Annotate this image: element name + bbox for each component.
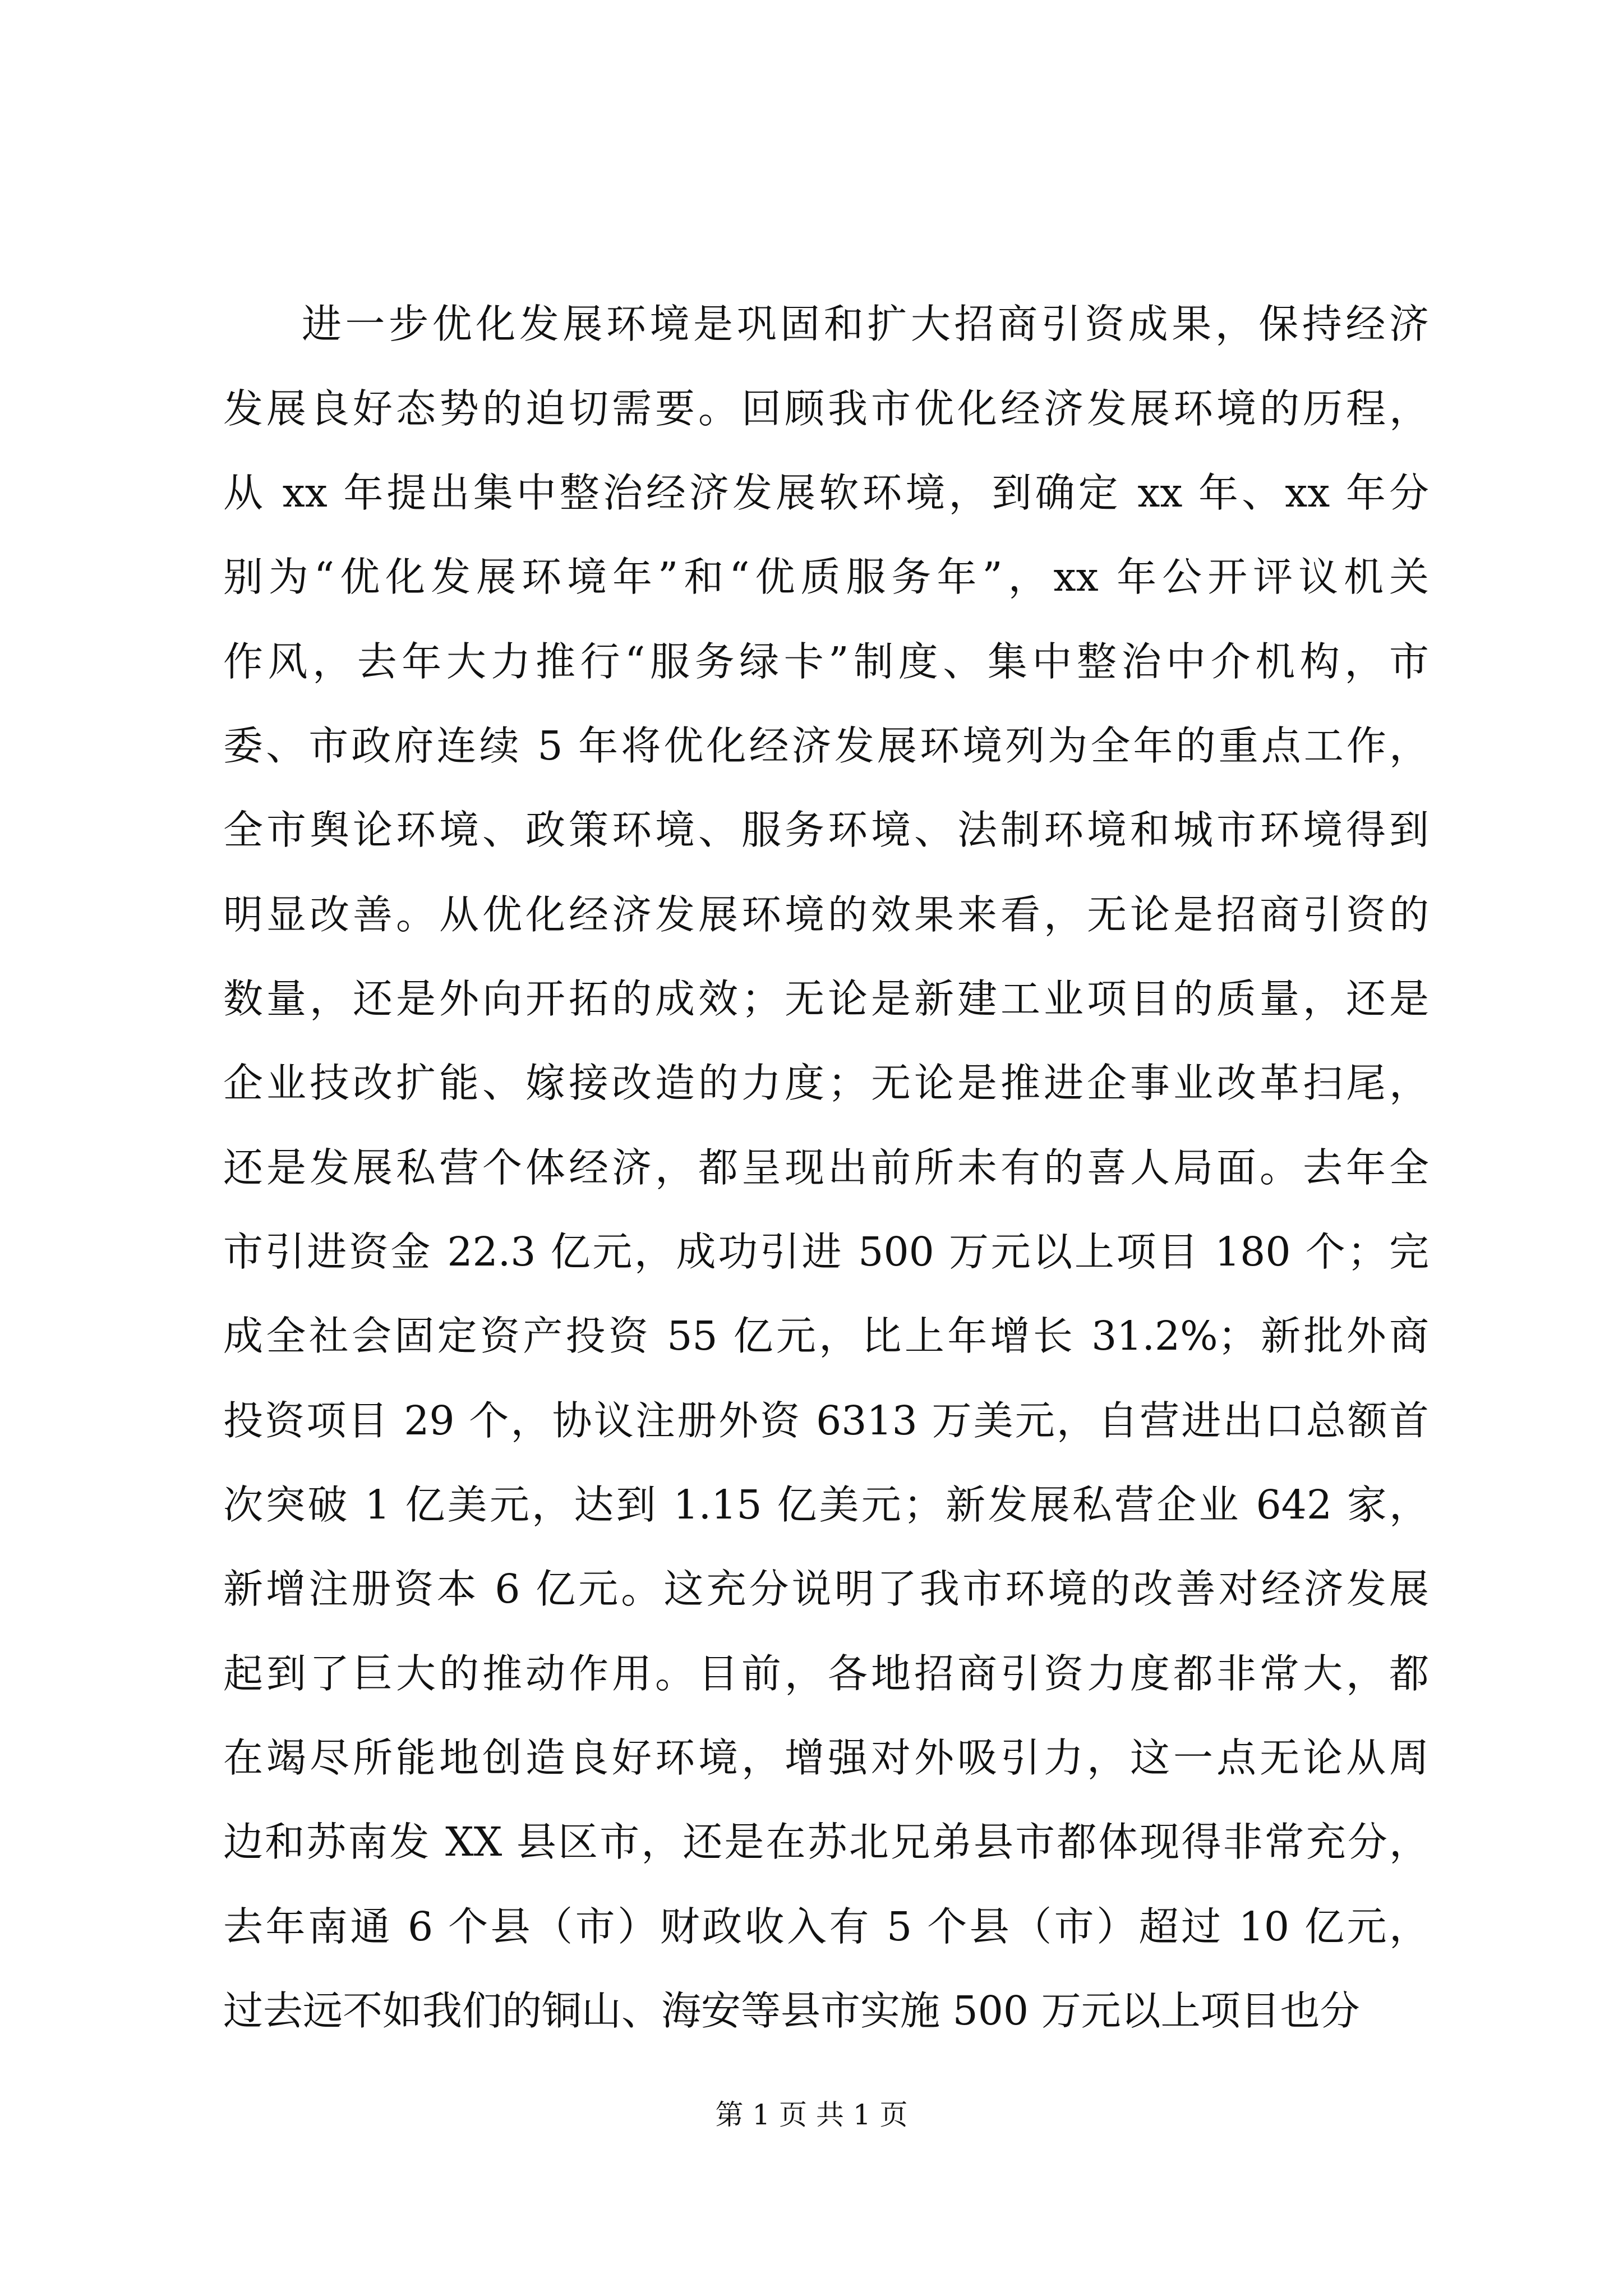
paragraph-line: 市引进资金 22.3 亿元，成功引进 500 万元以上项目 180 个；完	[223, 1228, 1429, 1275]
paragraph-line: 还是发展私营个体经济，都呈现出前所未有的喜人局面。去年全	[223, 1144, 1429, 1191]
paragraph-line: 在竭尽所能地创造良好环境，增强对外吸引力，这一点无论从周	[223, 1734, 1429, 1781]
paragraph-line: 别为“优化发展环境年”和“优质服务年”，xx 年公开评议机关	[223, 554, 1429, 600]
paragraph-line: 边和苏南发 XX 县区市，还是在苏北兄弟县市都体现得非常充分，	[223, 1819, 1429, 1865]
paragraph-line: 作风，去年大力推行“服务绿卡”制度、集中整治中介机构，市	[223, 638, 1429, 685]
page-footer: 第 1 页 共 1 页	[715, 2099, 908, 2131]
paragraph-line: 去年南通 6 个县（市）财政收入有 5 个县（市）超过 10 亿元，	[223, 1903, 1429, 1950]
paragraph-line: 起到了巨大的推动作用。目前，各地招商引资力度都非常大，都	[223, 1650, 1429, 1697]
paragraph-line: 发展良好态势的迫切需要。回顾我市优化经济发展环境的历程，	[223, 385, 1429, 432]
paragraph-line: 委、市政府连续 5 年将优化经济发展环境列为全年的重点工作，	[223, 723, 1429, 769]
paragraph-line: 全市舆论环境、政策环境、服务环境、法制环境和城市环境得到	[223, 807, 1429, 853]
paragraph-line: 次突破 1 亿美元，达到 1.15 亿美元；新发展私营企业 642 家，	[223, 1481, 1429, 1528]
paragraph-line: 新增注册资本 6 亿元。这充分说明了我市环境的改善对经济发展	[223, 1566, 1429, 1612]
paragraph-line: 成全社会固定资产投资 55 亿元，比上年增长 31.2%；新批外商	[223, 1313, 1429, 1359]
paragraph-line: 投资项目 29 个，协议注册外资 6313 万美元，自营进出口总额首	[223, 1397, 1429, 1444]
paragraph-line: 明显改善。从优化经济发展环境的效果来看，无论是招商引资的	[223, 891, 1429, 938]
paragraph-line: 数量，还是外向开拓的成效；无论是新建工业项目的质量，还是	[223, 976, 1429, 1022]
paragraph-line: 过去远不如我们的铜山、海安等县市实施 500 万元以上项目也分	[223, 1987, 1360, 2034]
paragraph-line: 进一步优化发展环境是巩固和扩大招商引资成果，保持经济	[302, 301, 1429, 347]
paragraph-line: 从 xx 年提出集中整治经济发展软环境，到确定 xx 年、xx 年分	[223, 470, 1429, 516]
paragraph-line: 企业技改扩能、嫁接改造的力度；无论是推进企事业改革扫尾，	[223, 1060, 1429, 1106]
